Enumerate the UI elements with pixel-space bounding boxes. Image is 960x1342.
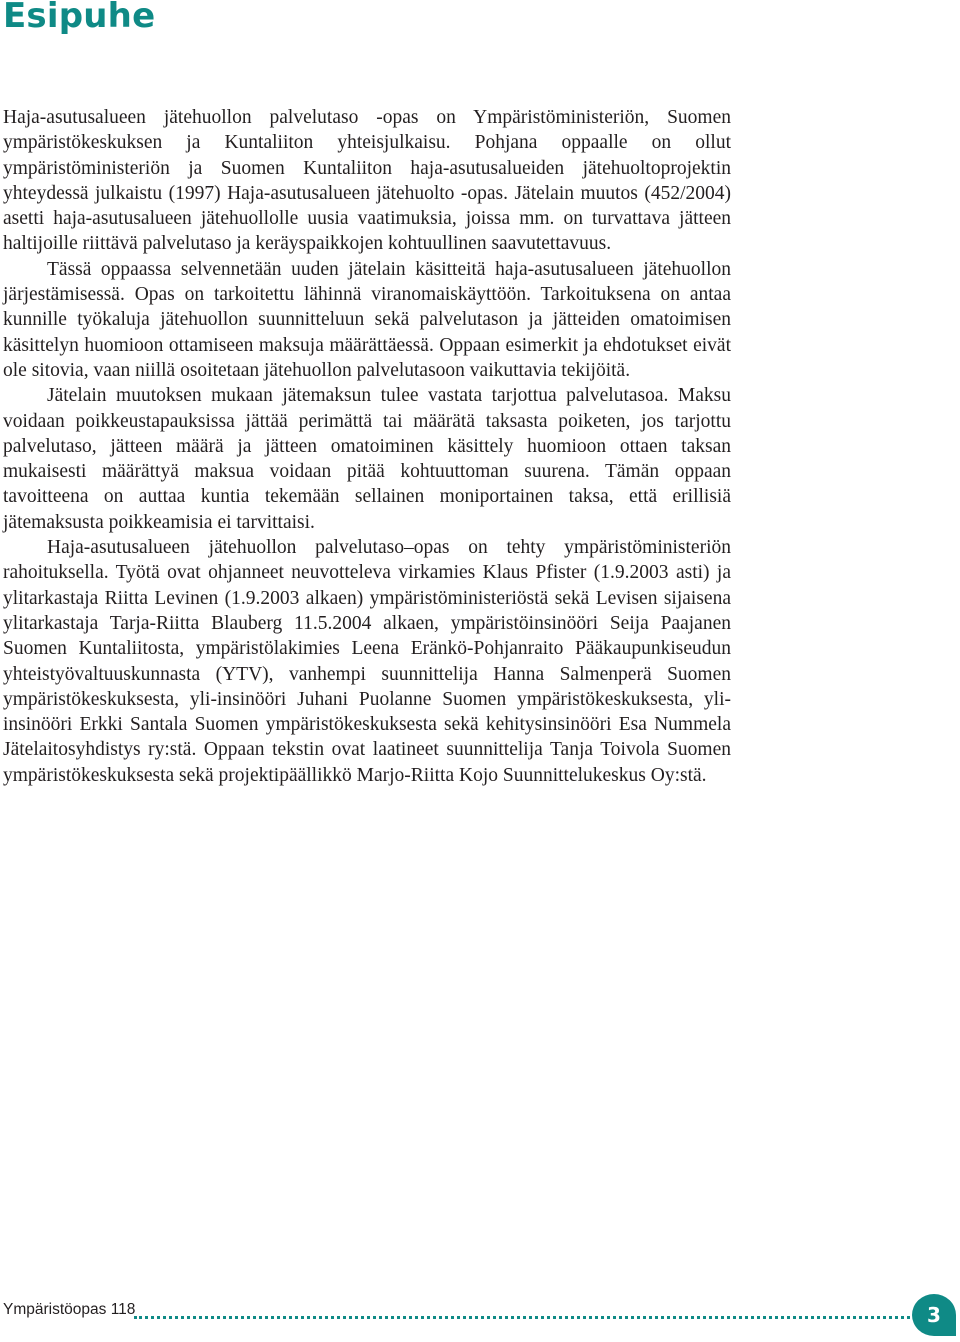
paragraph: Haja-asutusalueen jätehuollon palvelutaso–opas on tehty ympäristöministeriön rahoituksella. Työtä ovat ohjanneet neuvotteleva virkamies Klaus Pfister (1.9.2003 asti) ja ylitarkastaja Riitta Levinen (1.9.2003 alkaen) ympäristöministeriöstä sekä Levisen sijaisena ylitarkastaja Tarja-Riitta Blauberg 11.5.2004 alkaen, ympäristöinsinööri Seija Paajanen Suomen Kuntaliitosta, ympäristölakimies Leena Eränkö-Pohjanraito Pääkaupunkiseudun yhteistyövaltuuskunnasta (YTV), vanhempi suunnittelija Hanna Salmenperä Suomen ympäristökeskuksesta, yli-insinööri Juhani Puolanne Suomen ympäristökeskuksesta, yli-insinööri Erkki Santala Suomen ympäristökeskuksesta sekä kehitysinsinööri Esa Nummela Jätelaitosyhdistys ry:stä. Oppaan tekstin ovat laatineet suunnittelija Tanja Toivola Suomen ympäristökeskuksesta sekä projektipäällikkö Marjo-Riitta Kojo Suunnittelukeskus Oy:stä. bbox=[3, 537, 731, 786]
paragraph: Haja-asutusalueen jätehuollon palvelutaso -opas on Ympäristöministeriön, Suomen ympäristökeskuksen ja Kuntaliiton yhteisjulkaisu. Pohjana oppaalle on ollut ympäristöministeriön ja Suomen Kuntaliiton haja-asutusalueiden jätehuoltoprojektin yhteydessä julkaistu (1997) Haja-asutusalueen jätehuolto -opas. Jätelain muutos (452/2004) asetti haja-asutusalueen jätehuollolle uusia vaatimuksia, joissa mm. on turvattava jätteen haltijoille riittävä palvelutaso ja keräyspaikkojen kohtuullinen saavutettavuus. bbox=[3, 107, 731, 255]
dotted-rule bbox=[134, 1316, 910, 1319]
paragraph: Jätelain muutoksen mukaan jätemaksun tulee vastata tarjottua palvelutasoa. Maksu voidaan poikkeustapauksissa jättää perimättä tai määrätä taksasta poiketen, jos tarjottu palvelutaso, jätteen määrä ja jätteen omatoiminen käsittely huomioon ottaen taksan mukaisesti määrättyä maksua voidaan pitää kohtuuttoman suurena. Tämän oppaan tavoitteena on auttaa kuntia tekemään sellainen moniportainen taksa, että erillisiä jätemaksusta poikkeamisia ei tarvittaisi. bbox=[3, 385, 731, 533]
page-footer bbox=[0, 1290, 960, 1342]
page-number-badge: 3 bbox=[912, 1294, 956, 1336]
paragraph: Tässä oppaassa selvennetään uuden jätelain käsitteitä haja-asutusalueen jätehuollon järjestämisessä. Opas on tarkoitettu lähinnä viranomaiskäyttöön. Tarkoituksena on antaa kunnille työkaluja jätehuollon suunnitteluun sekä palvelutason ja jätteiden omatoimisen käsittelyn huomioon ottamiseen maksuja määrättäessä. Oppaan esimerkit ja ehdotukset eivät ole sitovia, vaan niillä osoitetaan jätehuollon palvelutasoon vaikuttavia tekijöitä. bbox=[3, 258, 731, 381]
page-title: Esipuhe bbox=[3, 0, 156, 36]
publication-name: Ympäristöopas 118 bbox=[3, 1301, 136, 1318]
body-text bbox=[3, 105, 731, 788]
